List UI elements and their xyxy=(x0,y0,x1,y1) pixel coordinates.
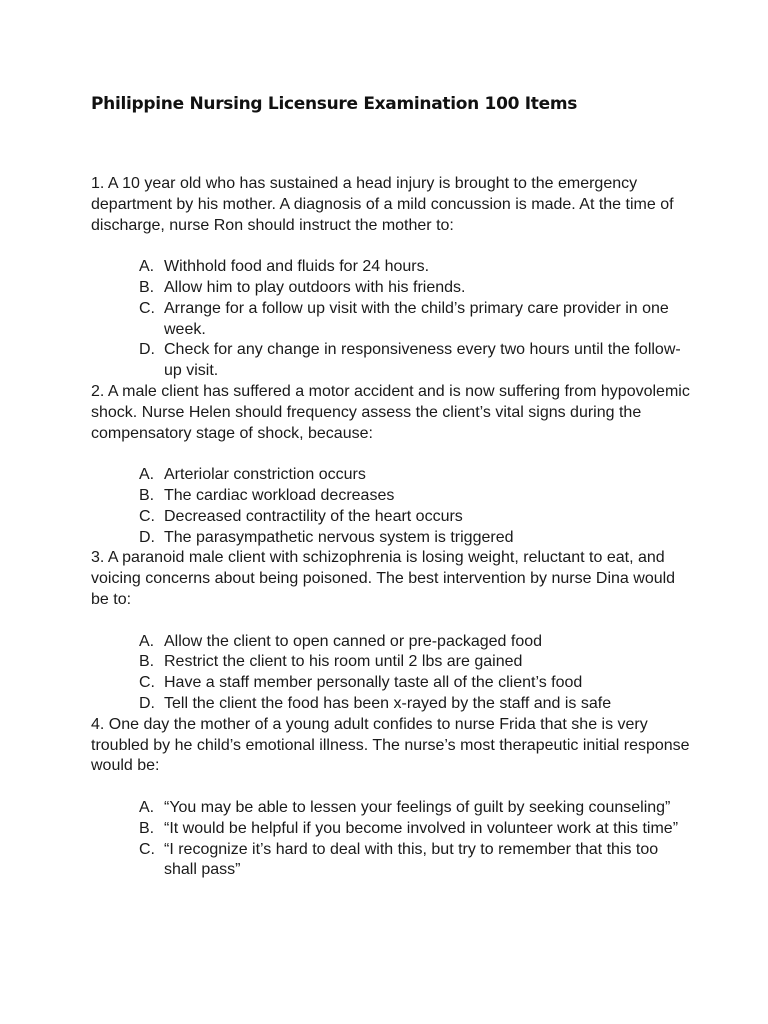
answer-option xyxy=(91,819,691,840)
option-text: Tell the client the food has been x-rayed by the staff and is safe xyxy=(164,694,612,712)
option-text: Check for any change in responsiveness every two hours until the follow-up visit. xyxy=(164,341,681,380)
question-stem: 1. A 10 year old who has sustained a head injury is brought to the emergency department by his mother. A diagnosis of a mild concussion is made. At the time of discharge, nurse Ron should instruct the mother to: xyxy=(91,175,674,234)
option-letter: D. xyxy=(139,341,155,359)
option-letter: B. xyxy=(139,819,155,837)
option-text: Arteriolar constriction occurs xyxy=(164,466,366,484)
question-stem: 2. A male client has suffered a motor accident and is now suffering from hypovolemic shock. Nurse Helen should frequency assess the client’s vital signs during the compensatory stage of shock, because: xyxy=(91,382,690,442)
answer-option xyxy=(91,840,691,882)
option-text: Decreased contractility of the heart occurs xyxy=(164,507,463,525)
answer-option xyxy=(91,694,691,715)
option-letter: A. xyxy=(139,632,155,650)
answer-options xyxy=(91,632,691,715)
answer-option xyxy=(91,340,691,382)
answer-options xyxy=(91,257,691,382)
option-text: Have a staff member personally taste all of the client’s food xyxy=(164,674,583,692)
document-title: Philippine Nursing Licensure Examination 100 Items xyxy=(91,94,578,114)
option-letter: D. xyxy=(139,694,155,712)
answer-option xyxy=(91,652,691,673)
question-stem: 4. One day the mother of a young adult confides to nurse Frida that she is very troubled by he child’s emotional illness. The nurse’s most therapeutic initial response would be: xyxy=(91,715,690,775)
option-letter: C. xyxy=(139,674,155,692)
option-letter: A. xyxy=(139,258,155,276)
question-2 xyxy=(91,382,691,548)
option-text: Restrict the client to his room until 2 lbs are gained xyxy=(164,653,523,671)
option-letter: C. xyxy=(139,299,155,317)
option-letter: B. xyxy=(139,278,155,296)
answer-option xyxy=(91,673,691,694)
option-letter: C. xyxy=(139,507,155,525)
question-list xyxy=(91,174,691,881)
answer-options xyxy=(91,465,691,548)
option-letter: D. xyxy=(139,528,155,546)
option-letter: B. xyxy=(139,653,155,671)
question-4 xyxy=(91,715,691,881)
answer-option xyxy=(91,632,691,653)
answer-option xyxy=(91,486,691,507)
answer-option xyxy=(91,465,691,486)
option-text: “I recognize it’s hard to deal with this, but try to remember that this too shall pass” xyxy=(164,840,659,879)
answer-option xyxy=(91,798,691,819)
answer-option xyxy=(91,507,691,528)
answer-option xyxy=(91,299,691,341)
option-text: Allow him to play outdoors with his friends. xyxy=(164,278,466,296)
option-letter: C. xyxy=(139,840,155,858)
answer-options xyxy=(91,798,691,881)
option-text: The parasympathetic nervous system is triggered xyxy=(164,528,514,546)
option-text: The cardiac workload decreases xyxy=(164,486,395,504)
answer-option xyxy=(91,257,691,278)
option-letter: A. xyxy=(139,798,155,816)
question-3 xyxy=(91,548,691,714)
option-text: Withhold food and fluids for 24 hours. xyxy=(164,258,430,276)
question-stem: 3. A paranoid male client with schizophrenia is losing weight, reluctant to eat, and voicing concerns about being poisoned. The best intervention by nurse Dina would be to: xyxy=(91,549,676,608)
answer-option xyxy=(91,278,691,299)
option-text: “You may be able to lessen your feelings of guilt by seeking counseling” xyxy=(164,798,671,816)
option-letter: A. xyxy=(139,466,155,484)
option-text: “It would be helpful if you become involved in volunteer work at this time” xyxy=(164,819,679,837)
option-letter: B. xyxy=(139,486,155,504)
question-1 xyxy=(91,174,691,382)
option-text: Allow the client to open canned or pre-packaged food xyxy=(164,632,543,650)
answer-option xyxy=(91,528,691,549)
option-text: Arrange for a follow up visit with the child’s primary care provider in one week. xyxy=(164,299,669,338)
